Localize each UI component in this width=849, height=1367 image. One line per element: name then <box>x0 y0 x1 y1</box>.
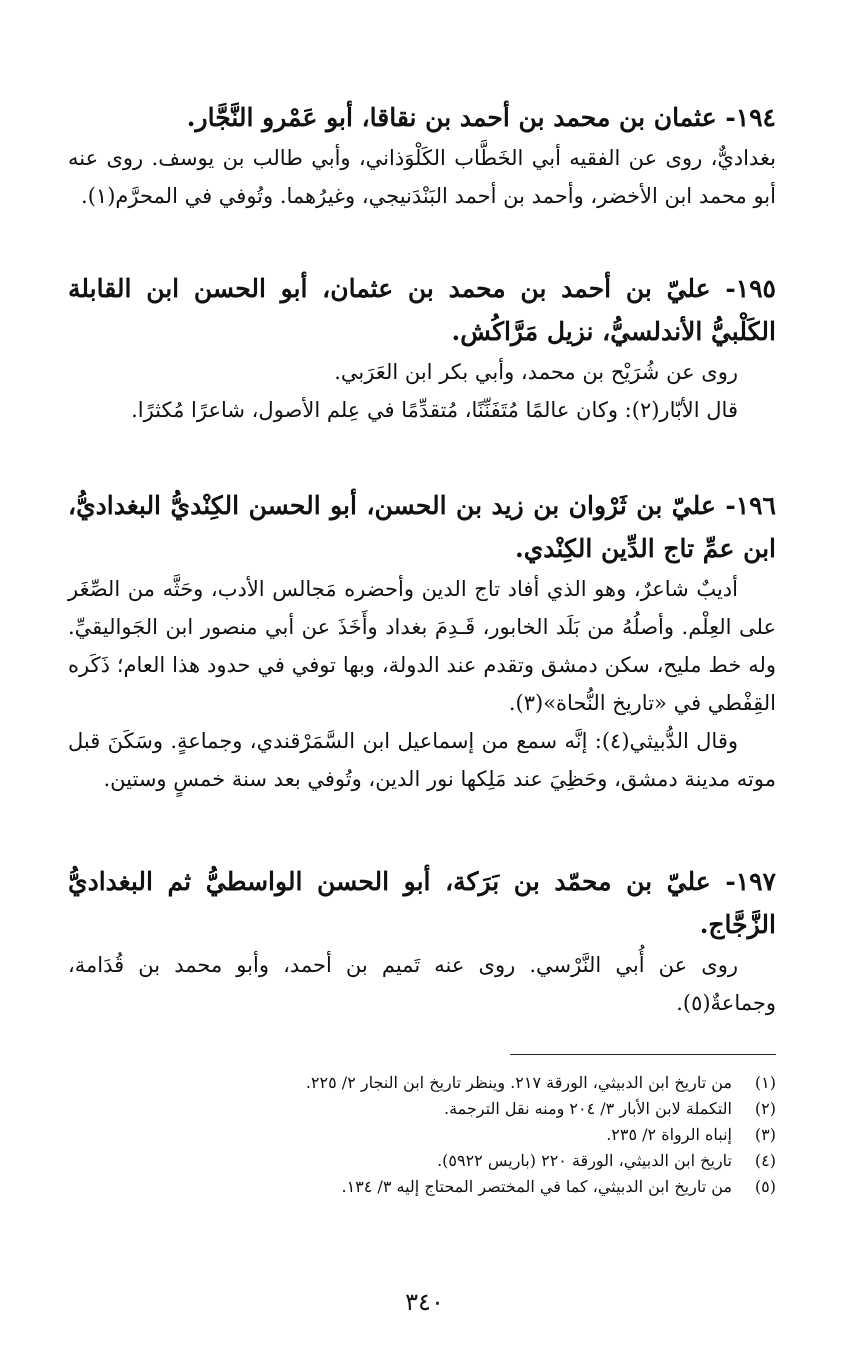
footnote-text: من تاريخ ابن الدبيثي، كما في المختصر المحتاج إليه ٣/ ١٣٤. <box>341 1177 732 1196</box>
footnote-text: إنباه الرواة ٢/ ٢٣٥. <box>606 1125 732 1144</box>
footnote-number: (١) <box>754 1073 776 1092</box>
footnote-number: (٤) <box>754 1151 776 1170</box>
entry-194 <box>68 96 776 215</box>
page-number: ٣٤٠ <box>405 1288 444 1316</box>
entry-heading: ١٩٥- عليّ بن أحمد بن محمد بن عثمان، أبو الحسن ابن القابلة الكَلْبيُّ الأندلسيُّ، نزيل مَرَّاكُش. <box>68 274 776 346</box>
entry-paragraph: روى عن شُرَيْح بن محمد، وأبي بكر ابن العَرَبي. <box>334 360 738 384</box>
entry-195 <box>68 267 776 429</box>
entry-197 <box>68 860 776 1022</box>
entry-heading: ١٩٦- عليّ بن ثَرْوان بن زيد بن الحسن، أبو الحسن الكِنْديُّ البغداديُّ، ابن عمِّ تاج الدِّين الكِنْدي. <box>68 491 776 563</box>
entry-196 <box>68 484 776 798</box>
footnote-divider <box>510 1054 776 1055</box>
footnote <box>68 1070 776 1096</box>
entry-heading: ١٩٤- عثمان بن محمد بن أحمد بن نقاقا، أبو عَمْرو النَّجَّار. <box>186 103 776 132</box>
footnote <box>68 1148 776 1174</box>
footnotes <box>68 1070 776 1200</box>
entry-heading: ١٩٧- عليّ بن محمّد بن بَرَكة، أبو الحسن الواسطيُّ ثم البغداديُّ الزَّجَّاج. <box>68 867 776 939</box>
footnote <box>68 1122 776 1148</box>
footnote-text: التكملة لابن الأبار ٣/ ٢٠٤ ومنه نقل الترجمة. <box>443 1099 732 1118</box>
footnote <box>68 1174 776 1200</box>
entry-paragraph: أديبٌ شاعرٌ، وهو الذي أفاد تاج الدين وأحضره مَجالس الأدب، وحَثَّه من الصِّغَر على العِلْم. وأصلُهُ من بَلَد الخابور، قَـدِمَ بغداد وأَخَذَ عن أبي منصور ابن الجَواليقيِّ. وله خط مليح، سكن دمشق وتقدم عند الدولة، وبها توفي في حدود هذا العام؛ ذَكَره القِفْطي في «تاريخ النُّحاة»(٣). <box>68 577 776 715</box>
entry-paragraph: روى عن أُبي النَّرْسي. روى عنه تَميم بن أحمد، وأبو محمد بن قُدَامة، وجماعةٌ(٥). <box>68 953 776 1015</box>
footnote <box>68 1096 776 1122</box>
entry-paragraph: قال الأبّار(٢): وكان عالمًا مُتَفَنِّنًا، مُتقدِّمًا في عِلم الأصول، شاعرًا مُكثرًا. <box>131 398 738 422</box>
footnote-number: (٣) <box>754 1125 776 1144</box>
footnote-number: (٥) <box>754 1177 776 1196</box>
footnote-text: من تاريخ ابن الدبيثي، الورقة ٢١٧. وينظر تاريخ ابن النجار ٢/ ٢٢٥. <box>305 1073 732 1092</box>
footnote-text: تاريخ ابن الدبيثي، الورقة ٢٢٠ (باريس ٥٩٢٢). <box>437 1151 732 1170</box>
entry-paragraph: بغداديٌّ، روى عن الفقيه أبي الخَطَّاب الكَلْوَذاني، وأبي طالب بن يوسف. روى عنه أبو محمد ابن الأخضر، وأحمد بن أحمد البَنْدَنيجي، وغيرُهما. وتُوفي في المحرَّم(١). <box>68 146 776 208</box>
footnote-number: (٢) <box>754 1099 776 1118</box>
entry-paragraph: وقال الدُّبيثي(٤): إنَّه سمع من إسماعيل ابن السَّمَرْقندي، وجماعةٍ. وسَكَنَ قبل موته مدينة دمشق، وحَظِيَ عند مَلِكها نور الدين، وتُوفي بعد سنة خمسٍ وستين. <box>68 729 776 791</box>
